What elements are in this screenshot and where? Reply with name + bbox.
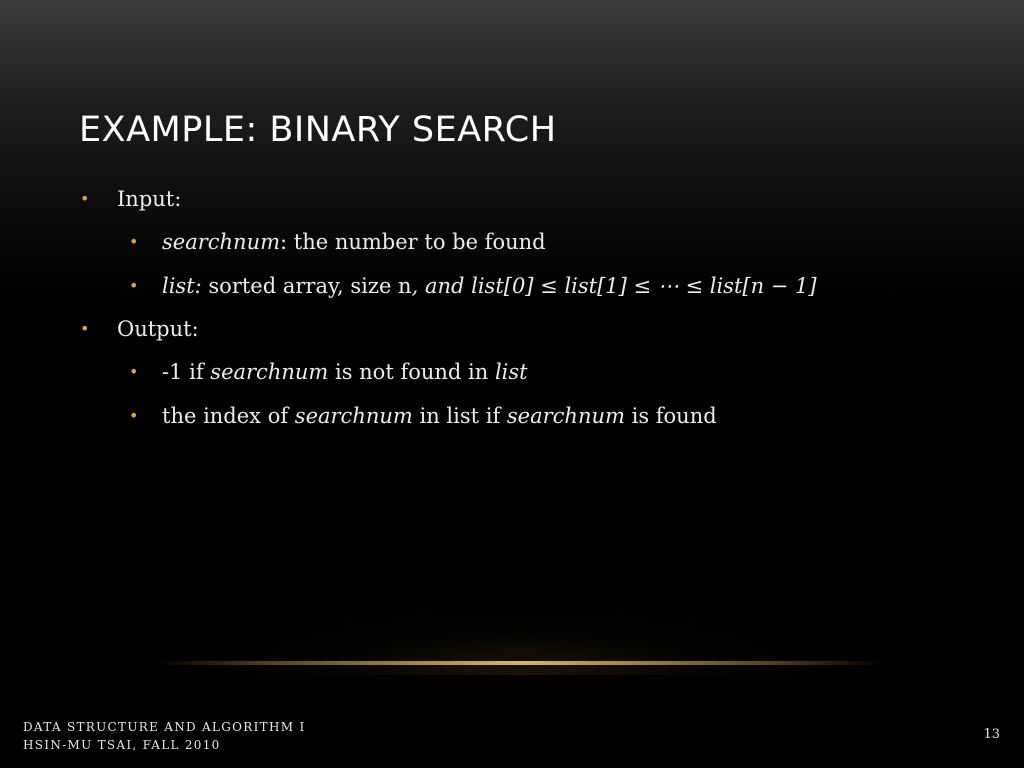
bullet-text: in list if (412, 404, 507, 428)
term-searchnum: searchnum (210, 360, 329, 384)
bullet-text: Input: (117, 187, 182, 211)
term-searchnum: searchnum (294, 404, 413, 428)
slide-footer (23, 718, 306, 754)
bullet-dot-icon: • (129, 362, 139, 381)
bullet-dot-icon: • (129, 276, 139, 295)
decorative-divider (160, 661, 880, 665)
term-list: list (494, 360, 528, 384)
page-number: 13 (983, 727, 1000, 742)
bullet-text: the index of (162, 404, 295, 428)
term-searchnum: searchnum (506, 404, 625, 428)
term-list: list: (162, 274, 202, 298)
footer-course: DATA STRUCTURE AND ALGORITHM I (23, 720, 306, 734)
bullet-text: : the number to be found (280, 230, 546, 254)
slide-title: EXAMPLE: BINARY SEARCH (79, 110, 557, 150)
bullet-list (129, 271, 817, 301)
bullet-text: Output: (117, 317, 199, 341)
term-searchnum: searchnum (162, 230, 281, 254)
bullet-text: is not found in (328, 360, 495, 384)
bullet-text: -1 if (162, 360, 211, 384)
bullet-text: sorted array, size n (201, 274, 412, 298)
bullet-dot-icon: • (129, 232, 139, 251)
bullet-dot-icon: • (80, 319, 90, 338)
footer-author: HSIN-MU TSAI, FALL 2010 (23, 738, 221, 752)
bullet-input (80, 184, 182, 214)
bullet-output (80, 314, 199, 344)
bullet-text: is found (624, 404, 717, 428)
bullet-dot-icon: • (129, 406, 139, 425)
bullet-found (129, 401, 717, 431)
bullet-dot-icon: • (80, 189, 90, 208)
bullet-not-found (129, 357, 528, 387)
math-expression: , and list[0] ≤ list[1] ≤ ⋯ ≤ list[n − 1] (411, 274, 817, 298)
bullet-searchnum (129, 227, 546, 257)
